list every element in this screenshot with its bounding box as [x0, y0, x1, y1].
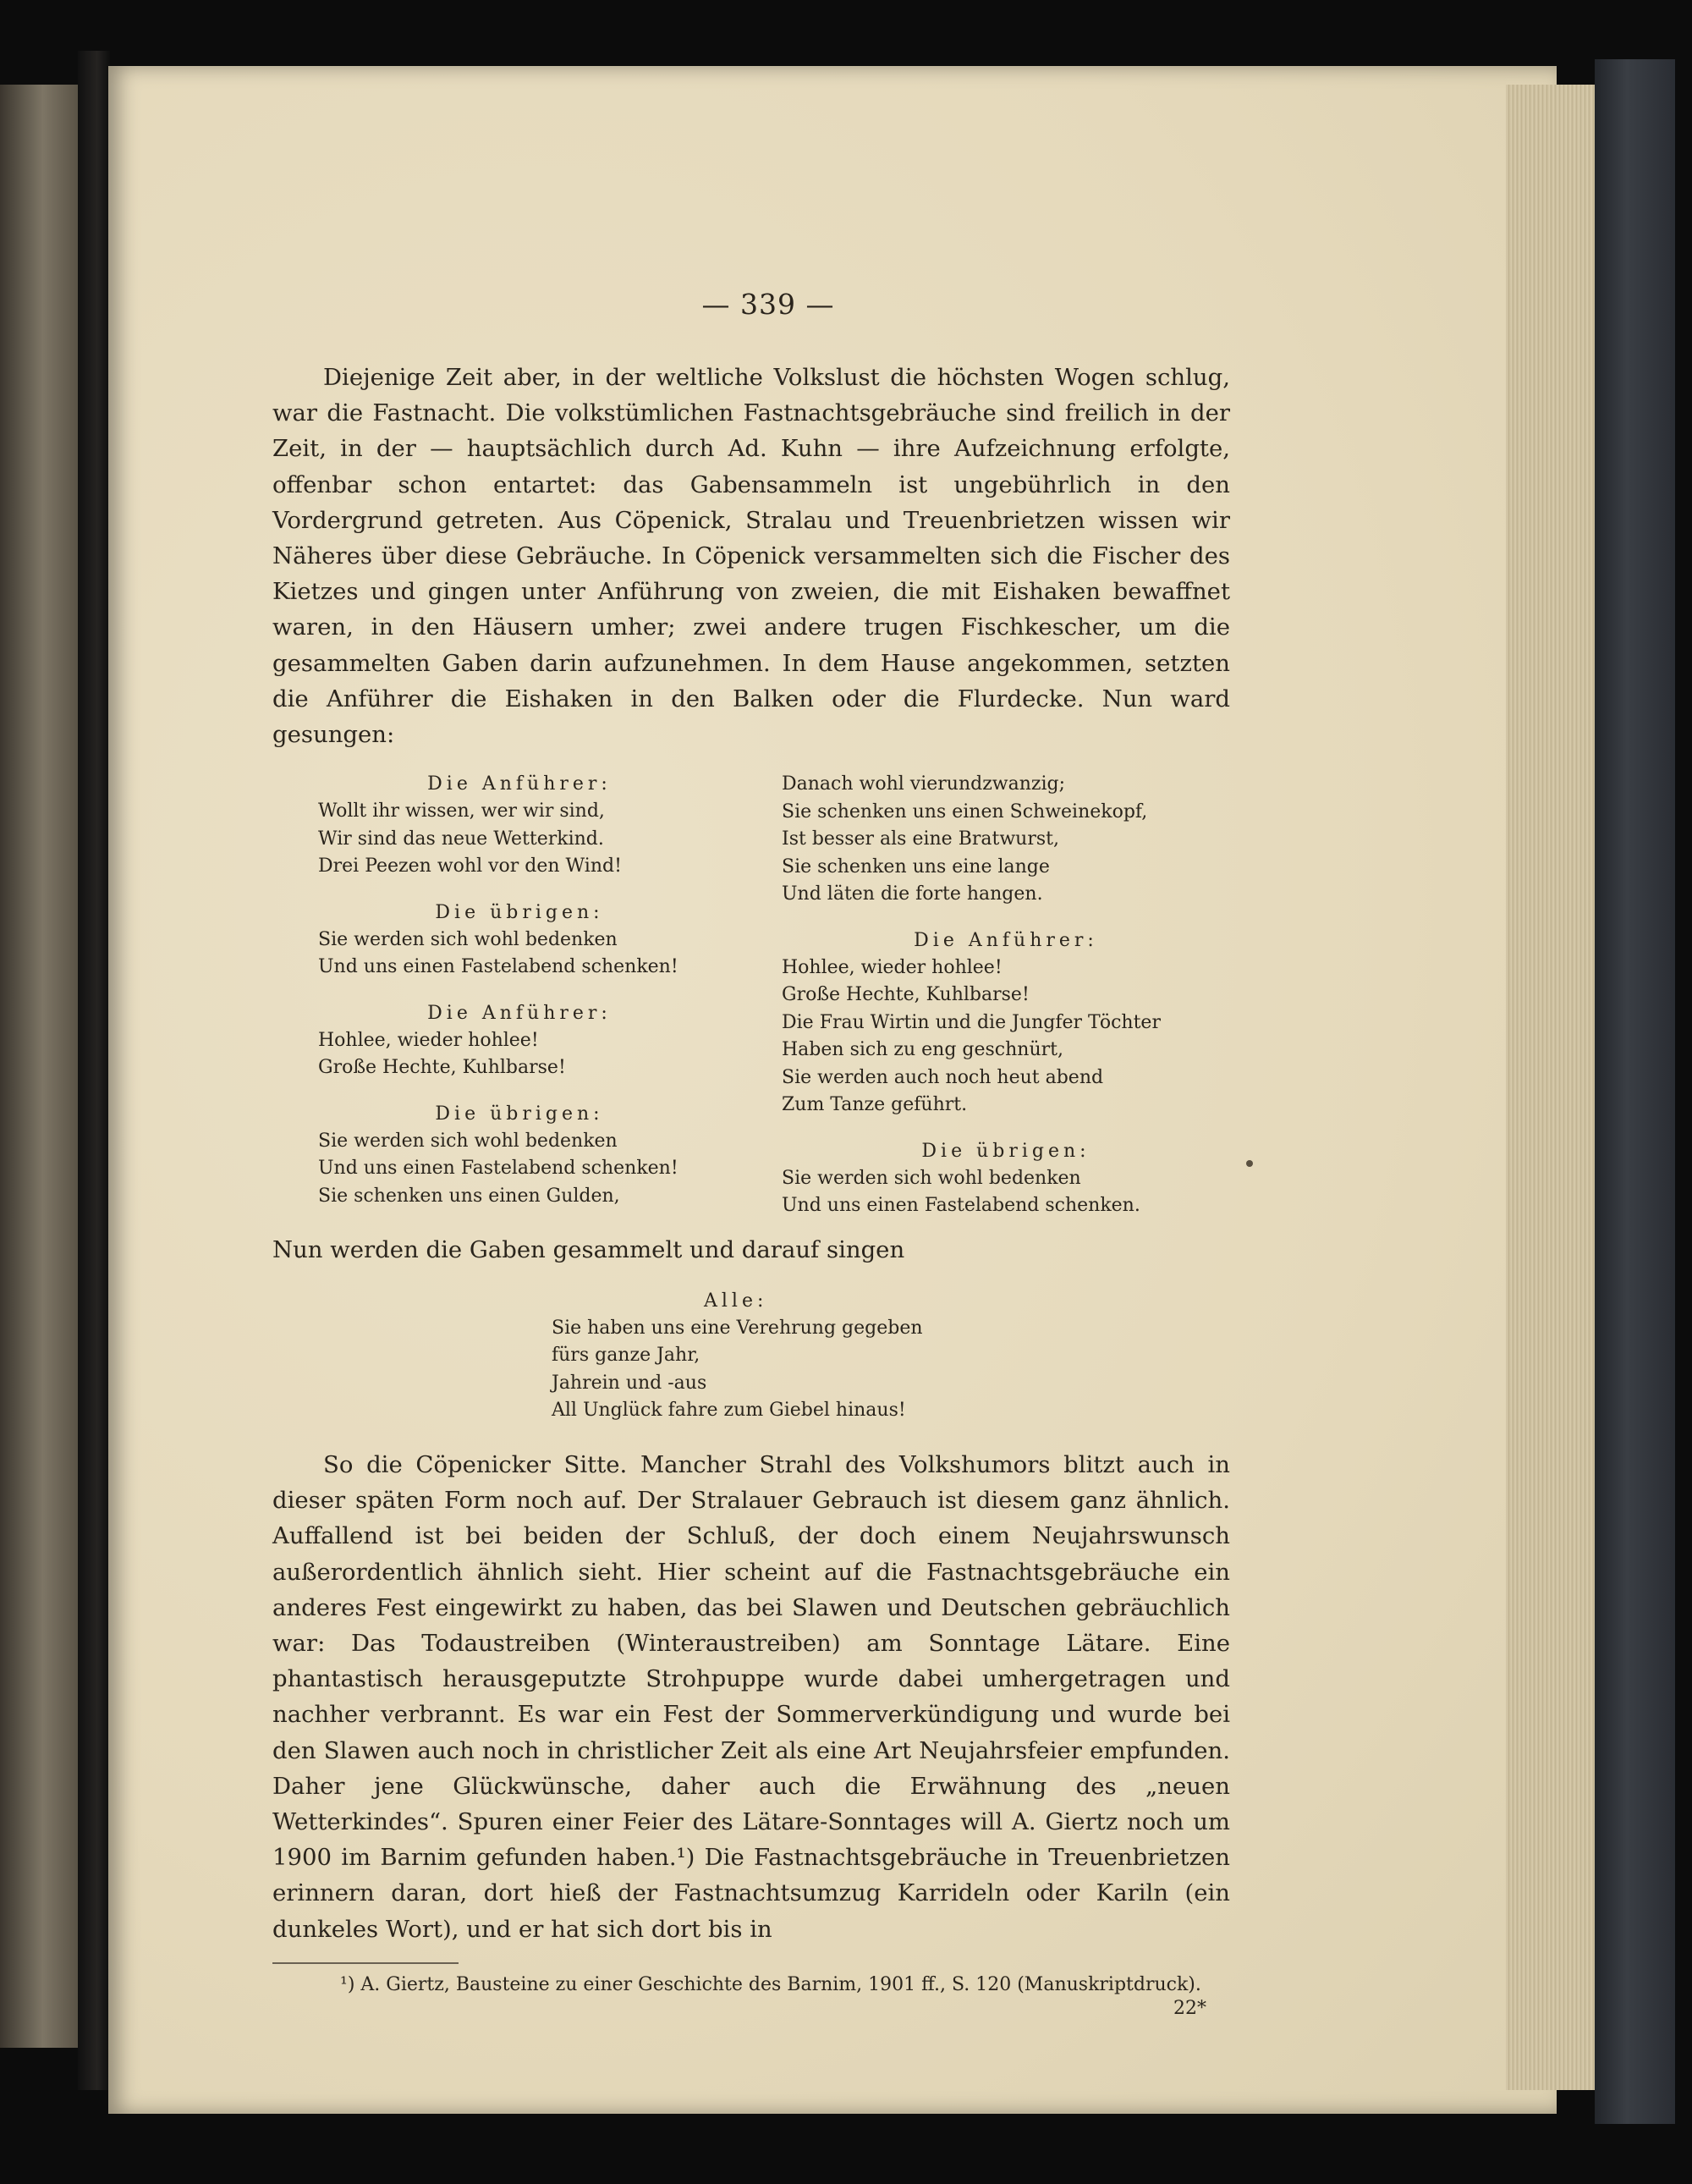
speaker-label: Die Anführer:	[427, 773, 612, 795]
page-number: — 339 —	[701, 288, 835, 321]
verse-line: Haben sich zu eng geschnürt,	[782, 1039, 1063, 1061]
verse-column-right	[782, 771, 1230, 1220]
book-gutter	[78, 51, 110, 2090]
verse-line: Drei Peezen wohl vor den Wind!	[318, 855, 622, 877]
verse-line: fürs ganze Jahr,	[552, 1345, 700, 1367]
verse-line: Sie haben uns eine Verehrung gegeben	[552, 1317, 923, 1339]
verse-line: Sie schenken uns einen Gulden,	[318, 1185, 620, 1207]
previous-page-edge	[0, 85, 78, 2048]
verse-line: Sie werden sich wohl bedenken	[318, 1130, 618, 1152]
verse-line: Sie schenken uns einen Schweinekopf,	[782, 800, 1148, 822]
verse-line: Zum Tanze geführt.	[782, 1094, 968, 1116]
ink-speck	[1246, 1160, 1253, 1167]
verse-line: Hohlee, wieder hohlee!	[318, 1029, 539, 1051]
footnote: ¹) A. Giertz, Bausteine zu einer Geschichte des Barnim, 1901 ff., S. 120 (Manuskriptdruck).	[340, 1973, 1201, 1995]
speaker-label: Die übrigen:	[921, 1140, 1090, 1162]
verse-line: Große Hechte, Kuhlbarse!	[318, 1057, 566, 1079]
paragraph-2: Nun werden die Gaben gesammelt und darauf singen	[272, 1235, 905, 1263]
speaker-label: Die Anführer:	[427, 1002, 612, 1024]
alle-stanza	[552, 1288, 992, 1425]
paragraph-1: Diejenige Zeit aber, in der weltliche Volkslust die höchsten Wogen schlug, war die Fastnacht. Die volkstümlichen Fastnachtsgebräuche sind freilich in der Zeit, in der — hauptsächlich durch Ad. Kuhn — ihre Aufzeichnung erfolgte, offenbar schon entartet: das Gabensammeln ist ungebührlich in den Vordergrund getreten. Aus Cöpenick, Stralau und Treuenbrietzen wissen wir Näheres über diese Gebräuche. In Cöpenick versammelten sich die Fischer des Kietzes und gingen unter Anführung von zweien, die mit Eishaken bewaffnet waren, in den Häusern umher; zwei andere trugen Fischkescher, um die gesammelten Gaben darin aufzunehmen. In dem Hause angekommen, setzten die Anführer die Eishaken in den Balken oder die Flurdecke. Nun ward gesungen:	[272, 364, 1230, 749]
stanza	[318, 899, 721, 982]
speaker-label: Die Anführer:	[914, 929, 1098, 951]
stanza	[318, 1101, 721, 1211]
verse-line: Wir sind das neue Wetterkind.	[318, 828, 604, 850]
verse-line: Ist besser als eine Bratwurst,	[782, 828, 1059, 850]
verse-line: Danach wohl vierundzwanzig;	[782, 773, 1066, 795]
page-stack-edge	[1506, 85, 1595, 2090]
signature-mark: 22*	[1173, 1997, 1206, 2019]
verse-line: Die Frau Wirtin und die Jungfer Töchter	[782, 1011, 1161, 1033]
paragraph-3: So die Cöpenicker Sitte. Mancher Strahl des Volkshumors blitzt auch in dieser späten Form noch auf. Der Stralauer Gebrauch ist diesem ganz ähnlich. Auffallend ist bei beiden der Schluß, der doch einem Neujahrswunsch außerordentlich ähnlich sieht. Hier scheint auf die Fastnachtsgebräuche ein anderes Fest eingewirkt zu haben, das bei Slawen und Deutschen gebräuchlich war: Das Todaustreiben (Winteraustreiben) am Sonntage Lätare. Eine phantastisch herausgeputzte Strohpuppe wurde dabei umhergetragen und nachher verbrannt. Es war ein Fest der Sommerverkündigung und wurde bei den Slawen auch noch in christlicher Zeit als eine Art Neujahrsfeier empfunden. Daher jene Glückwünsche, daher auch die Erwähnung des „neuen Wetterkindes“. Spuren einer Feier des Lätare-Sonntages will A. Giertz noch um 1900 im Barnim gefunden haben.¹) Die Fastnachtsgebräuche in Treuenbrietzen erinnern daran, dort hieß der Fastnachtsumzug Karrideln oder Kariln (ein dunkeles Wort), und er hat sich dort bis in	[272, 1450, 1230, 1943]
stanza	[318, 771, 721, 881]
verse-column-left	[272, 771, 721, 1220]
text-column	[272, 288, 1230, 2020]
verse-line: All Unglück fahre zum Giebel hinaus!	[552, 1400, 906, 1422]
verse-line: Und uns einen Fastelabend schenken!	[318, 1158, 678, 1180]
stanza	[318, 1000, 721, 1082]
verse-line: Und uns einen Fastelabend schenken!	[318, 956, 678, 978]
stanza	[782, 927, 1230, 1120]
stanza	[782, 1138, 1230, 1220]
verse-line: Und läten die forte hangen.	[782, 883, 1043, 905]
verse-line: Sie werden sich wohl bedenken	[782, 1167, 1081, 1189]
verse-line: Wollt ihr wissen, wer wir sind,	[318, 800, 605, 822]
book-cover-edge	[1595, 59, 1675, 2124]
verse-line: Sie werden sich wohl bedenken	[318, 928, 618, 950]
verse-line: Sie schenken uns eine lange	[782, 855, 1050, 877]
speaker-label: Alle:	[704, 1290, 768, 1312]
speaker-label: Die übrigen:	[435, 1103, 604, 1125]
verse-line: Und uns einen Fastelabend schenken.	[782, 1195, 1140, 1217]
verse-columns	[272, 771, 1230, 1220]
verse-line: Hohlee, wieder hohlee!	[782, 956, 1003, 978]
speaker-label: Die übrigen:	[435, 901, 604, 923]
verse-line: Sie werden auch noch heut abend	[782, 1066, 1104, 1088]
stanza	[782, 771, 1230, 909]
verse-line: Große Hechte, Kuhlbarse!	[782, 984, 1030, 1006]
verse-line: Jahrein und -aus	[552, 1372, 707, 1394]
footnote-rule	[272, 1962, 459, 1964]
